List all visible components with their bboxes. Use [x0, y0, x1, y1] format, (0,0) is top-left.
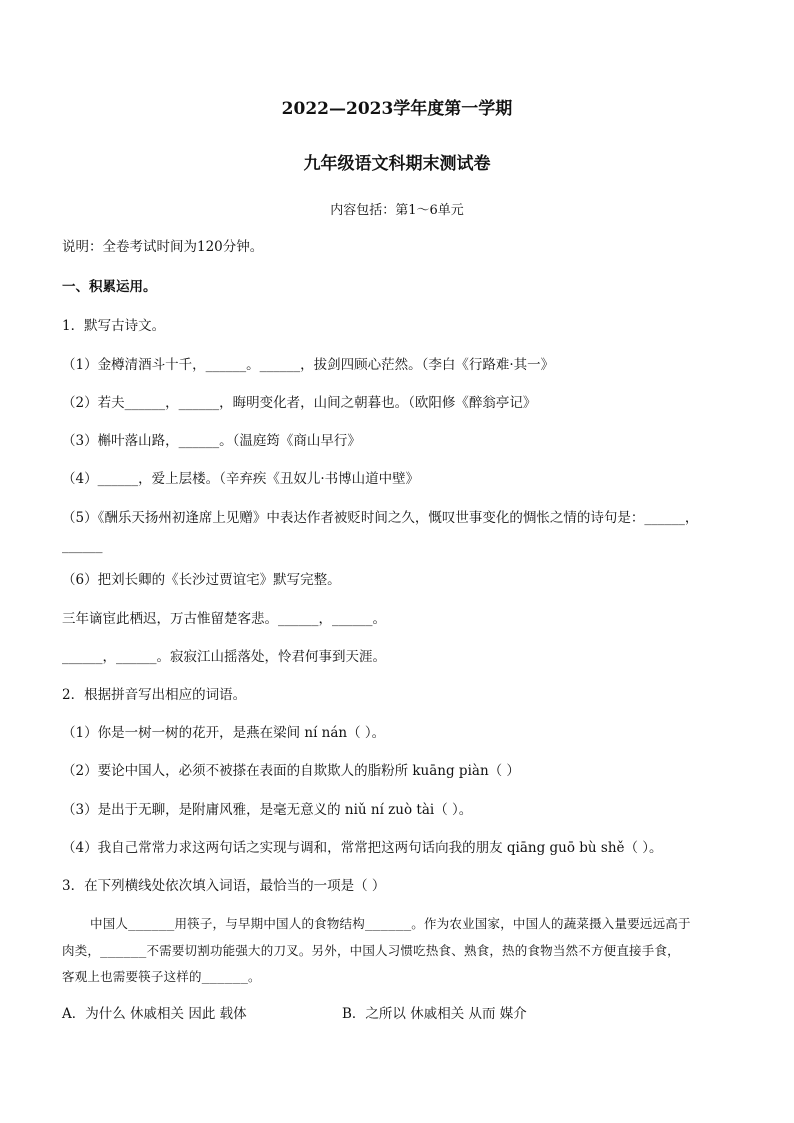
question-2-item: （1）你是一树一树的花开，是燕在梁间 ní nán（ ）。 [62, 725, 386, 741]
question-3-passage-line: 客观上也需要筷子这样的______。 [62, 969, 261, 984]
question-1-item: （1）金樽清酒斗十千，______。______，拔剑四顾心茫然。（李白《行路难·其一》 [62, 357, 555, 373]
question-1-stem: 1．默写古诗文。 [62, 318, 166, 334]
question-3-passage-line: 肉类，______不需要切割功能强大的刀叉。另外，中国人习惯吃热食、熟食，热的食物当然不方便直接手食， [62, 943, 680, 958]
question-1-item: ______，______。寂寂江山摇落处，怜君何事到天涯。 [62, 649, 386, 665]
question-2-item: （2）要论中国人，必须不被搽在表面的自欺欺人的脂粉所 kuāng piàn（ ） [62, 763, 520, 779]
question-2-item: （3）是出于无聊，是附庸风雅，是毫无意义的 niǔ ní zuò tài（ ）。 [62, 802, 473, 818]
exam-instructions: 说明：全卷考试时间为120分钟。 [62, 239, 264, 255]
question-1-item: （6）把刘长卿的《长沙过贾谊宅》默写完整。 [62, 572, 341, 588]
question-2-stem: 2．根据拼音写出相应的词语。 [62, 687, 247, 703]
question-1-item: 三年谪宦此栖迟，万古惟留楚客悲。______，______。 [62, 611, 386, 627]
question-3-stem: 3．在下列横线处依次填入词语，最恰当的一项是（ ） [62, 878, 386, 894]
question-3-passage-line: 中国人______用筷子，与早期中国人的食物结构______。作为农业国家，中国人的蔬菜摄入量要远远高于 [90, 916, 691, 931]
question-1-item: （3）槲叶落山路，______。（温庭筠《商山早行》 [62, 433, 361, 449]
exam-paper-title: 九年级语文科期末测试卷 [303, 154, 491, 174]
question-3-option-a: A．为什么 休戚相关 因此 载体 [62, 1006, 247, 1022]
question-1-item: （2）若夫______，______，晦明变化者，山间之朝暮也。（欧阳修《醉翁亭记》 [62, 395, 537, 411]
section-heading: 一、积累运用。 [62, 279, 157, 295]
exam-term-title: 2022—2023学年度第一学期 [281, 99, 513, 119]
question-1-item: （5）《酬乐天扬州初逢席上见赠》中表达作者被贬时间之久，慨叹世事变化的惆怅之情的诗句是：______， [62, 510, 699, 526]
question-3-option-b: B．之所以 休戚相关 从而 媒介 [342, 1006, 527, 1022]
question-1-item: （4）______，爱上层楼。（辛弃疾《丑奴儿·书博山道中壁》 [62, 471, 420, 487]
content-scope: 内容包括：第1～6单元 [330, 203, 464, 218]
question-1-item: ______ [62, 538, 103, 554]
question-2-item: （4）我自己常常力求这两句话之实现与调和，常常把这两句话向我的朋友 qiāng guō bù shě（ ）。 [62, 840, 663, 856]
